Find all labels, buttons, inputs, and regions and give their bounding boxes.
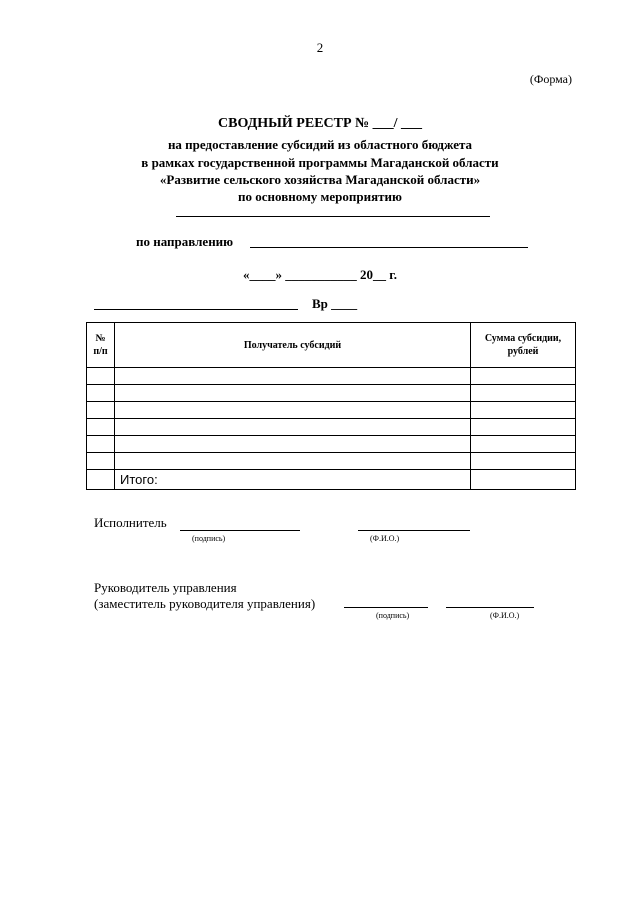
table-row: [87, 419, 576, 436]
direction-blank-line: [250, 247, 528, 248]
direction-label: по направлению: [136, 234, 234, 249]
register-table: [86, 322, 576, 490]
col-number-line2: п/п: [93, 346, 108, 357]
executor-label: Исполнитель: [94, 515, 167, 530]
subtitle-line-2: в рамках государственной программы Магаданской области: [141, 155, 499, 170]
table-row: [87, 402, 576, 419]
vr-blank-line: [94, 309, 298, 310]
subtitle-line-1: на предоставление субсидий из областного бюджета: [167, 137, 473, 152]
head-signature-line: [344, 607, 428, 608]
total-label: Итого:: [115, 470, 471, 490]
measure-blank-line: [176, 216, 490, 217]
table-row: [87, 385, 576, 402]
executor-name-caption: (Ф.И.О.): [370, 534, 400, 543]
table-row: [87, 368, 576, 385]
head-name-line: [446, 607, 534, 608]
subtitle-line-3: «Развитие сельского хозяйства Магаданской области»: [159, 172, 481, 187]
col-number-header: [87, 323, 115, 368]
executor-signature-caption: (подпись): [192, 534, 226, 543]
head-name-caption: (Ф.И.О.): [490, 611, 520, 620]
col-sum-header: [471, 323, 576, 368]
executor-name-line: [358, 530, 470, 531]
head-signature-caption: (подпись): [376, 611, 410, 620]
total-row: [87, 470, 576, 490]
head-label-line1: Руководитель управления: [94, 580, 237, 595]
table-header-row: [87, 323, 576, 368]
head-label-line2: (заместитель руководителя управления): [94, 596, 316, 611]
executor-signature-line: [180, 530, 300, 531]
table-row: [87, 436, 576, 453]
form-label: (Форма): [529, 72, 572, 86]
table-row: [87, 453, 576, 470]
date-line: «____» ___________ 20__ г.: [243, 267, 397, 282]
col-sum-line2: рублей: [507, 346, 539, 357]
vr-label: Вр ____: [312, 296, 358, 311]
col-recipient-header: Получатель субсидий: [115, 323, 471, 368]
document-title: СВОДНЫЙ РЕЕСТР № ___/ ___: [218, 116, 422, 131]
col-sum-line1: Сумма субсидии,: [484, 333, 562, 344]
col-number-line1: №: [95, 333, 106, 344]
page-number: 2: [316, 40, 324, 55]
subtitle-line-4: по основному мероприятию: [238, 189, 402, 204]
